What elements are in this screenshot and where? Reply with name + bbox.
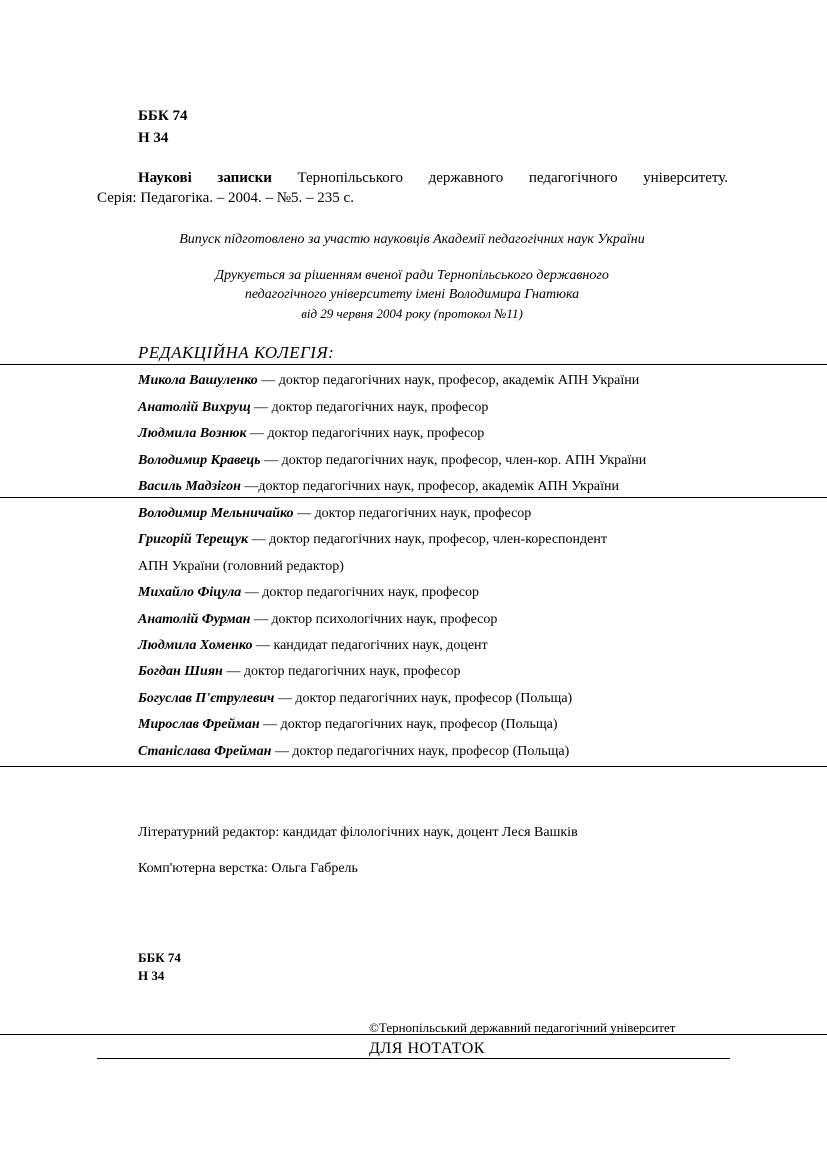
board-member: Володимир Кравець — доктор педагогічних наук, професор, член-кор. АПН України <box>138 453 647 468</box>
description-line-1 <box>138 170 728 187</box>
board-middle-rule <box>0 497 827 498</box>
printed-note-line-1: Друкується за рішенням вченої ради Тернопільського державного <box>215 268 609 283</box>
board-bottom-rule <box>0 766 827 767</box>
board-member: Людмила Вознюк — доктор педагогічних наук, професор <box>138 426 485 441</box>
copyright-line: ©Тернопільський державний педагогічний університет <box>369 1020 676 1035</box>
board-member: Григорій Терещук — доктор педагогічних наук, професор, член-кореспондент <box>138 532 607 547</box>
printed-note-line-2: педагогічного університету імені Володимира Гнатюка <box>244 287 580 302</box>
layout-credit: Комп'ютерна верстка: Ольга Габрель <box>138 861 358 876</box>
prepared-note: Випуск підготовлено за участю науковців Академії педагогічних наук України <box>179 232 645 247</box>
board-top-rule <box>0 364 827 365</box>
board-heading: РЕДАКЦІЙНА КОЛЕГІЯ: <box>138 343 335 362</box>
literary-editor: Літературний редактор: кандидат філологічних наук, доцент Леся Вашків <box>138 825 578 840</box>
printed-note-line-3: від 29 червня 2004 року (протокол №11) <box>301 306 523 321</box>
bbk-code: ББК 74 <box>138 108 188 124</box>
board-member: Станіслава Фрейман — доктор педагогічних наук, професор (Польща) <box>138 744 570 759</box>
journal-title: Наукові записки <box>138 170 272 186</box>
board-member: Василь Мадзігон —доктор педагогічних наук, професор, академік АПН України <box>138 479 619 494</box>
board-member: Мирослав Фрейман — доктор педагогічних наук, професор (Польща) <box>138 717 558 732</box>
copyright-rule <box>0 1034 827 1035</box>
author-mark-bottom: Н 34 <box>138 968 165 983</box>
notes-heading: ДЛЯ НОТАТОК <box>369 1040 485 1057</box>
description-line-2: Серія: Педагогіка. – 2004. – №5. – 235 с. <box>97 190 354 206</box>
author-mark: Н 34 <box>138 130 169 146</box>
notes-rule <box>97 1058 730 1059</box>
board-member: Михайло Фіцула — доктор педагогічних наук, професор <box>138 585 480 600</box>
bbk-code-bottom: ББК 74 <box>138 950 181 965</box>
board-member: Анатолій Фурман — доктор психологічних наук, професор <box>138 612 498 627</box>
board-member: Микола Вашуленко — доктор педагогічних наук, професор, академік АПН України <box>138 373 640 388</box>
journal-publisher: Тернопільського державного педагогічного університету. <box>297 170 728 186</box>
board-member: Богдан Шиян — доктор педагогічних наук, професор <box>138 664 461 679</box>
board-member: Анатолій Вихрущ — доктор педагогічних наук, професор <box>138 400 489 415</box>
board-member: Богуслав П'єтрулевич — доктор педагогічних наук, професор (Польща) <box>138 691 573 706</box>
board-member: Володимир Мельничайко — доктор педагогічних наук, професор <box>138 506 532 521</box>
board-member: Людмила Хоменко — кандидат педагогічних наук, доцент <box>138 638 488 653</box>
board-member-continuation: АПН України (головний редактор) <box>138 559 344 574</box>
